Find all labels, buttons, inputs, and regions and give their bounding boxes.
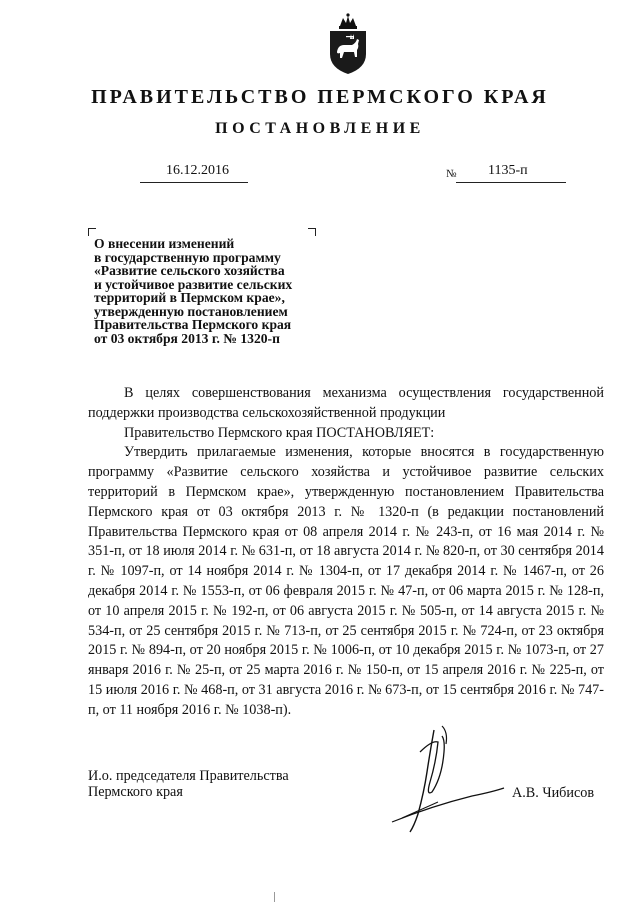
subject-line: и устойчивое развитие сельских [94,276,293,292]
document-date: 16.12.2016 [166,163,229,178]
document-body [88,384,604,721]
subject-line: территорий в Пермском крае», [94,290,285,305]
signatory-name: А.В. Чибисов [512,785,595,801]
subject-line: утвержденную постановлением [94,303,288,319]
body-paragraph: Правительство Пермского края ПОСТАНОВЛЯЕТ: [124,424,435,441]
subject-line: от 03 октября 2013 г. № 1320-п [94,330,280,346]
subject-corner-left [88,228,96,236]
subject-line: О внесении изменений [94,236,235,251]
number-field [456,164,566,183]
coat-of-arms-icon [324,12,372,76]
subject-corner-right [308,228,316,236]
government-title: ПРАВИТЕЛЬСТВО ПЕРМСКОГО КРАЯ [91,86,549,108]
document-subject [94,237,324,345]
body-paragraph: Утвердить прилагаемые изменения, которые вносятся в государственную программу «Развитие сельского хозяйства и устойчивое развитие сельских территорий в Пермском крае», утвержденную постановлением Правительства Пермского края от 03 октября 2013 г. № 1320-п (в редакции постановлений Правительства Пермского края от 08 апреля 2014 г. № 243-п, от 16 мая 2014 г. № 351-п, от 18 июля 2014 г. № 631-п, от 18 августа 2014 г. № 820-п, от 30 сентября 2014 г. № 1097-п, от 14 ноября 2014 г. № 1304-п, от 17 декабря 2014 г. № 1467-п, от 26 декабря 2014 г. № 1553-п, от 06 февраля 2015 г. № 47-п, от 06 марта 2015 г. № 128-п, от 10 апреля 2015 г. № 192-п, от 06 августа 2015 г. № 505-п, от 14 августа 2015 г. № 534-п, от 25 сентября 2015 г. № 713-п, от 25 сентября 2015 г. № 724-п, от 23 октября 2015 г. № 894-п, от 20 ноября 2015 г. № 1006-п, от 10 декабря 2015 г. № 1073-п, от 27 января 2016 г. № 25-п, от 25 марта 2016 г. № 150-п, от 15 апреля 2016 г. № 225-п, от 15 июля 2016 г. № 468-п, от 31 августа 2016 г. № 673-п, от 15 сентября 2016 г. № 747-п, от 11 ноября 2016 г. № 1038-п). [88,444,604,718]
date-field [140,164,248,183]
position-line: Пермского края [88,783,183,800]
body-paragraph: В целях совершенствования механизма осуществления государственной поддержки производства сельскохозяйственной продукции [88,385,604,421]
document-number: 1135-п [488,163,528,178]
subject-line: «Развитие сельского хозяйства [94,263,285,278]
scan-artifact [274,892,275,902]
subject-line: Правительства Пермского края [94,317,292,332]
signatory-position [88,769,348,800]
document-type: ПОСТАНОВЛЕНИЕ [215,120,425,137]
number-label: № [446,168,457,180]
subject-line: в государственную программу [94,249,281,265]
handwritten-signature [372,722,512,842]
position-line: И.о. председателя Правительства [88,768,289,784]
